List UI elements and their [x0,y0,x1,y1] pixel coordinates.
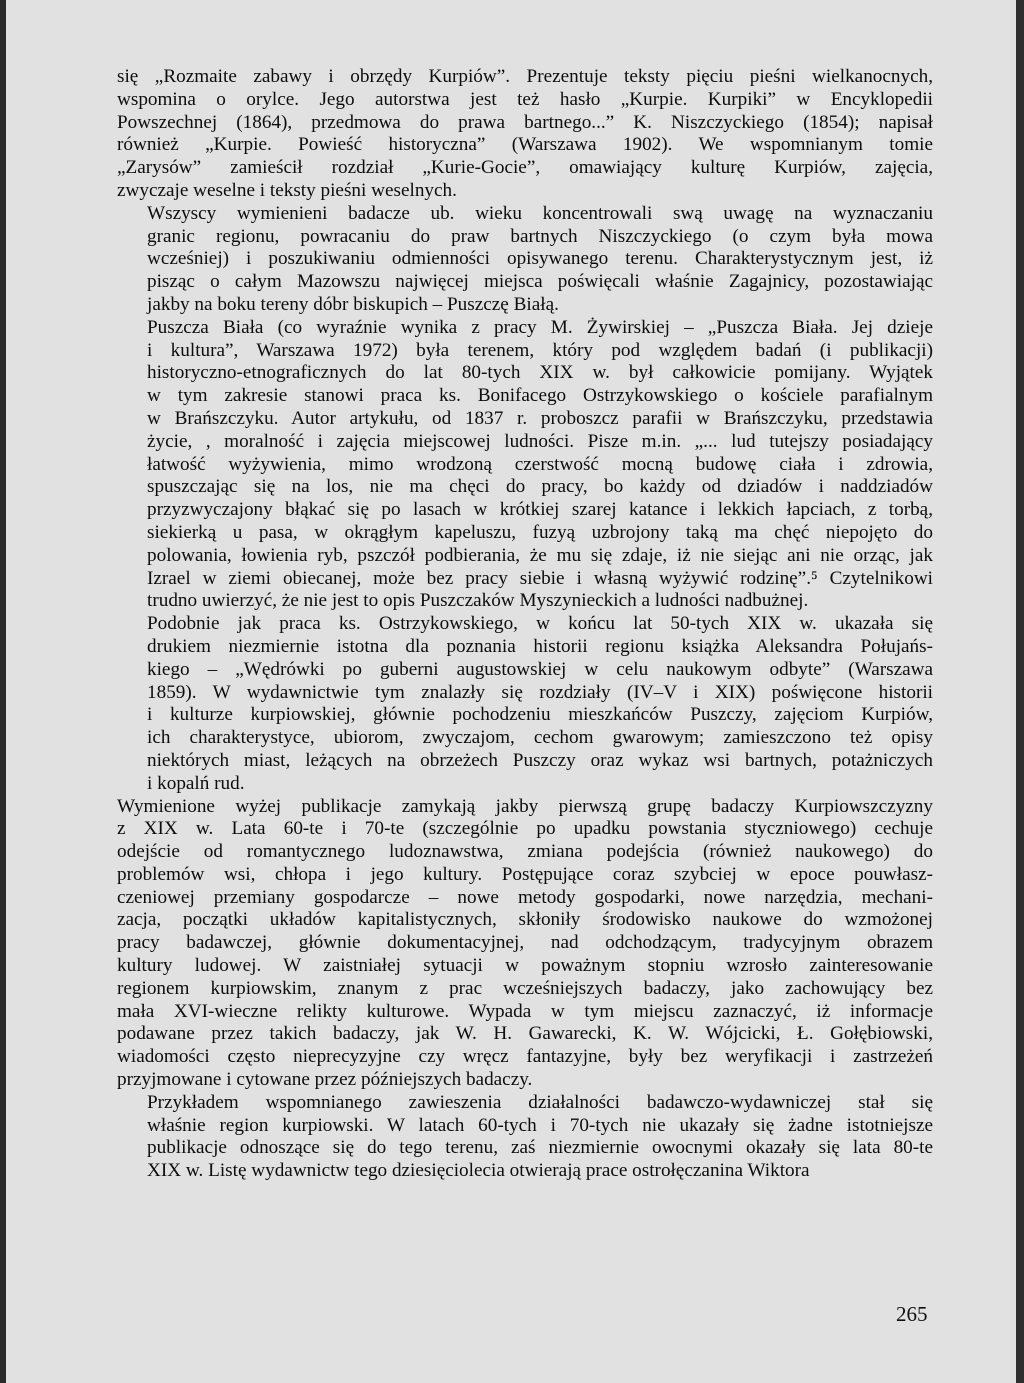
text-line: podawane przez takich badaczy, jak W. H. Gawarecki, K. W. Wójcicki, Ł. Gołębiowski, [117,1023,933,1045]
text-line: i kultura”, Warszawa 1972) była terenem, który pod względem badań (i publikacji) [147,339,933,361]
paragraph [117,1092,933,1183]
page-number: 265 [896,1302,928,1326]
text-line: Powszechnej (1864), przedmowa do prawa bartnego...” K. Niszczyckiego (1854); napisał [117,111,933,133]
paragraph [117,66,933,203]
text-line: pisząc o całym Mazowszu najwięcej miejsca poświęcali właśnie Zagajnicy, pozostawiając [147,271,933,293]
text-line: czeniowej przemiany gospodarcze – nowe metody gospodarki, nowe narzędzia, mechani- [117,886,933,908]
text-line: Wszyscy wymienieni badacze ub. wieku koncentrowali swą uwagę na wyznaczaniu [147,202,933,224]
text-line: życie, , moralność i zajęcia miejscowej ludności. Pisze m.in. „... lud tutejszy posiadający [147,430,933,452]
text-line: problemów wsi, chłopa i jego kultury. Postępujące coraz szybciej w epoce pouwłasz- [117,863,933,885]
text-line: trudno uwierzyć, że nie jest to opis Puszczaków Myszynieckich a ludności nadbużnej. [147,590,809,612]
text-line: mała XVI-wieczne relikty kulturowe. Wypada w tym miejscu zaznaczyć, iż informacje [117,1000,933,1022]
text-line: historyczno-etnograficznych do lat 80-tych XIX w. był całkowicie pomijany. Wyjątek [147,362,933,384]
paragraph [117,203,933,317]
text-line: niektórych miast, leżących na obrzeżech Puszczy oraz wykaz wsi bartnych, potażniczych [147,749,933,771]
text-line: Puszcza Biała (co wyraźnie wynika z pracy M. Żywirskiej – „Puszcza Biała. Jej dzieje [147,316,933,338]
text-line: zwyczaje weselne i teksty pieśni weselnych. [117,179,457,201]
text-line: pracy badawczej, głównie dokumentacyjnej, nad odchodzącym, tradycyjnym obrazem [117,932,933,954]
text-line: ich charakterystyce, ubiorom, zwyczajom, cechom gwarowym; zamieszczono też opisy [147,727,933,749]
text-line: wcześniej) i poszukiwaniu odmienności opisywanego terenu. Charakterystycznym jest, iż [147,248,933,270]
scan-edge-right [1016,0,1024,1383]
scan-edge-left [0,0,6,1383]
text-line: przyzwyczajony błąkać się po lasach w krótkiej szarej katance i lekkich łapciach, z torbą, [147,499,933,521]
text-line: wiadomości często nieprecyzyjne czy wręcz fantazyjne, były bez weryfikacji i zastrzeżeń [117,1046,933,1068]
text-line: „Zarysów” zamieścił rozdział „Kurie-Gocie”, omawiający kulturę Kurpiów, zajęcia, [117,157,933,179]
text-line: również „Kurpie. Powieść historyczna” (Warszawa 1902). We wspomnianym tomie [117,134,933,156]
text-line: i kopalń rud. [147,772,245,794]
text-line: łatwość wyżywienia, mimo wrodzoną czerstwość mocną budowę ciała i zdrowia, [147,453,933,475]
text-line: regionem kurpiowskim, znanym z prac wcześniejszych badaczy, jako zachowujący bez [117,977,933,999]
text-line: kiego – „Wędrówki po guberni augustowskiej w celu naukowym odbyte” (Warszawa [147,658,933,680]
text-line: odejście od romantycznego ludoznawstwa, zmiana podejścia (również naukowego) do [117,841,933,863]
text-line: jakby na boku tereny dóbr biskupich – Puszczę Białą. [147,293,559,315]
text-line: Przykładem wspomnianego zawieszenia działalności badawczo-wydawniczej stał się [147,1091,933,1113]
text-line: drukiem niezmiernie istotna dla poznania historii regionu książka Aleksandra Połujańs- [147,635,933,657]
text-line: właśnie region kurpiowski. W latach 60-tych i 70-tych nie ukazały się żadne istotniejsze [147,1114,933,1136]
text-line: 1859). W wydawnictwie tym znalazły się rozdziały (IV–V i XIX) poświęcone historii [147,681,933,703]
text-line: Podobnie jak praca ks. Ostrzykowskiego, w końcu lat 50-tych XIX w. ukazała się [147,613,933,635]
text-line: w tym zakresie stanowi praca ks. Bonifacego Ostrzykowskiego o kościele parafialnym [147,385,933,407]
text-line: Izrael w ziemi obiecanej, może bez pracy siebie i własną wyżywić rodzinę”.⁵ Czytelnikowi [147,567,933,589]
text-line: siekierką u pasa, w okrągłym kapeluszu, fuzyą uzbrojony taką ma chęć niepojęto do [147,521,933,543]
text-line: się „Rozmaite zabawy i obrzędy Kurpiów”. Prezentuje teksty pięciu pieśni wielkanocnych, [117,66,933,87]
text-line: XIX w. Listę wydawnictw tego dziesięciolecia otwierają prace ostrołęczanina Wiktora [147,1160,810,1182]
text-line: kultury ludowej. W zaistniałej sytuacji w poważnym stopniu wzrosło zainteresowanie [117,955,933,977]
text-line: granic regionu, powracaniu do praw bartnych Niszczyckiego (o czym była mowa [147,225,933,247]
text-line: i kulturze kurpiowskiej, głównie pochodzeniu mieszkańców Puszczy, zajęciom Kurpiów, [147,704,933,726]
text-line: spuszczając się na los, nie ma chęci do pracy, bo każdy od dziadów i naddziadów [147,476,933,498]
text-line: w Brańszczyku. Autor artykułu, od 1837 r. proboszcz parafii w Brańszczyku, przedstawia [147,407,933,429]
text-line: polowania, łowienia ryb, pszczół podbierania, że mu się zdaje, iż nie siejąc ani nie orząc, jak [147,544,933,566]
text-line: Wymienione wyżej publikacje zamykają jakby pierwszą grupę badaczy Kurpiowszczyzny [117,795,933,817]
body-text [117,66,933,1183]
paragraph [117,796,933,1092]
text-line: wspomina o orylce. Jego autorstwa jest też hasło „Kurpie. Kurpiki” w Encyklopedii [117,88,933,110]
paragraph [117,317,933,613]
paragraph [117,613,933,795]
text-line: z XIX w. Lata 60-te i 70-te (szczególnie po upadku powstania styczniowego) cechuje [117,818,933,840]
text-line: publikacje odnoszące się do tego terenu, zaś niezmiernie owocnymi okazały się lata 80-te [147,1137,933,1159]
text-line: przyjmowane i cytowane przez późniejszych badaczy. [117,1069,533,1091]
text-line: zacja, początki układów kapitalistycznych, skłoniły środowisko naukowe do wzmożonej [117,909,933,931]
